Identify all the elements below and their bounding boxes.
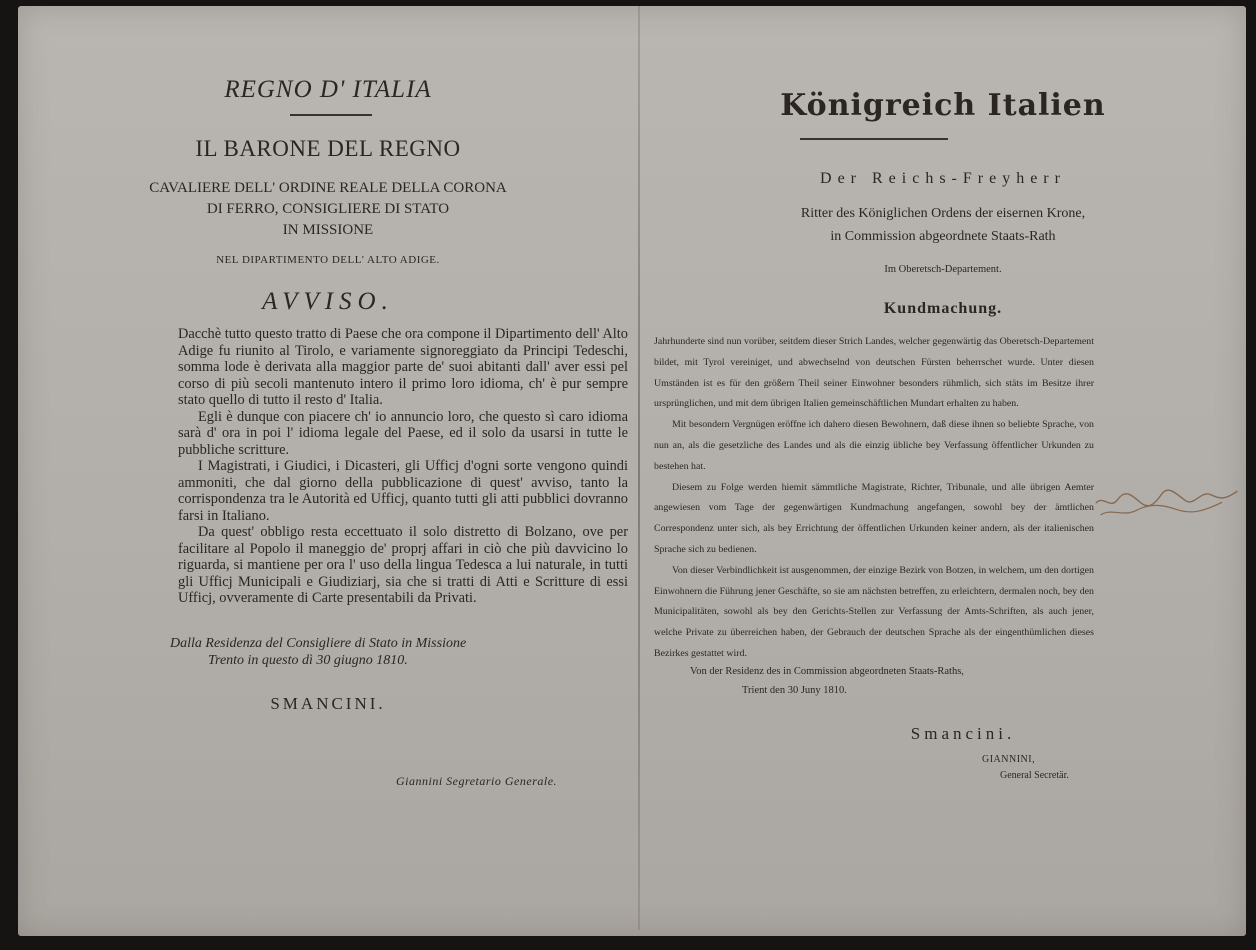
- italian-department: NEL DIPARTIMENTO DELL' ALTO ADIGE.: [216, 254, 440, 266]
- german-body: [654, 332, 1094, 665]
- italian-place: Dalla Residenza del Consigliere di Stato in Missione: [170, 636, 467, 651]
- italian-heading-rule: [290, 114, 372, 116]
- italian-paragraph: Dacchè tutto questo tratto di Paese che ora compone il Dipartimento dell' Alto Adige fu riunito al Tirolo, e variamente signoreggiato da Principi Tedeschi, somma lode è derivata alla maggior parte de' suoi abitanti dall' aver essi pel corso di più secoli mantenuto intero il primo loro idioma, ch' è pur sempre stato quello di tutto il resto d' Italia.: [178, 326, 628, 408]
- german-paragraph: Jahrhunderte sind nun vorüber, seitdem dieser Strich Landes, welcher gegenwärtig das Oberetsch-Departement bildet, mit Tyrol vereiniget, und abwechselnd von deutschen Fürsten beherrschet wurde. Unter diesen Umständen ist es für den größern Theil seiner Einwohner besonders rühmlich, sich stäts im Besitze ihrer ursprünglichen, und mit dem übrigen Italien gemeinschäftlichen Mundart erhalten zu haben.: [654, 336, 1094, 410]
- german-notice-heading: Kundmachung.: [883, 300, 1003, 317]
- german-signature: Smancini.: [910, 724, 1016, 743]
- italian-body: [178, 326, 628, 607]
- italian-subtitle-line: DI FERRO, CONSIGLIERE DI STATO: [206, 201, 450, 217]
- german-subtitle-line: in Commission abgeordnete Staats-Rath: [830, 229, 1056, 244]
- italian-panel: [18, 6, 638, 926]
- italian-paragraph: I Magistrati, i Giudici, i Dicasteri, gli Ufficj d'ogni sorte vengono quindi ammoniti, che dal giorno della pubblicazione di quest' avviso, tanto la corrispondenza tra le Autorità ed Ufficj, quanto tutti gli atti pubblici dovranno farsi in Italiano.: [178, 458, 628, 524]
- german-subtitle: [640, 202, 1246, 248]
- german-kingdom-heading: Königreich Italien: [780, 88, 1106, 123]
- italian-secretary: Giannini Segretario Generale.: [396, 774, 558, 788]
- german-secretary-title: General Secretär.: [1000, 770, 1069, 781]
- italian-title: IL BARONE DEL REGNO: [195, 136, 461, 161]
- german-paragraph: Von dieser Verbindlichkeit ist ausgenommen, der einzige Bezirk von Botzen, in welchem, um den dortigen Einwohnern die Führung jener Geschäfte, so sie am nächsten betreffen, zu erleichtern, dermalen noch, bey den Municipalitäten, sowohl als bey den Gerichts-Stellen zur Verfassung der Amts-Schriften, als auch jener, welche Private zu überreichen haben, der Gebrauch der deutschen Sprache als der eingenthümlichen dieses Bezirkes gestattet wird.: [654, 564, 1094, 659]
- italian-subtitle-line: IN MISSIONE: [282, 222, 374, 238]
- italian-signature: SMANCINI.: [270, 694, 386, 713]
- italian-paragraph: Egli è dunque con piacere ch' io annuncio loro, che questo sì caro idioma sarà d' ora in poi l' idioma legale del Paese, ed il solo da usarsi in tutte le pubbliche scritture.: [178, 408, 628, 458]
- italian-subtitle-line: CAVALIERE DELL' ORDINE REALE DELLA CORONA: [149, 180, 507, 196]
- german-place: Von der Residenz des in Commission abgeordneten Staats-Raths,: [690, 666, 964, 677]
- german-department: Im Oberetsch-Departement.: [884, 264, 1002, 275]
- german-secretary-name: GIANNINI,: [982, 754, 1036, 765]
- german-date: Trient den 30 Juny 1810.: [742, 685, 847, 696]
- german-paragraph: Mit besondern Vergnügen eröffne ich dahero diesen Bewohnern, daß diese ihnen so beliebte Sprache, von nun an, als die gesetzliche des Landes und als die einzig übliche bey Verfassung öffentlicher Urkunden zu bestehen hat.: [654, 419, 1094, 472]
- italian-kingdom-heading: REGNO D' ITALIA: [224, 76, 432, 103]
- german-heading-rule: [800, 138, 948, 140]
- italian-date: Trento in questo dì 30 giugno 1810.: [208, 653, 408, 668]
- german-subtitle-line: Ritter des Königlichen Ordens der eisernen Krone,: [800, 206, 1086, 221]
- italian-paragraph: Da quest' obbligo resta eccettuato il solo distretto di Bolzano, ove per facilitare al Popolo il maneggio de' proprj affari in ciò che più davvicino lo riguarda, si mantiene per ora l' uso della lingua Tedesca a lui naturale, in tutti gli Ufficj Municipali e Giudiziarj, sia che si tratti di Atti e Scritture di essi Ufficj, ovveramente di Carte presentabili da Privati.: [178, 524, 628, 606]
- italian-subtitle: [18, 178, 638, 241]
- italian-notice-heading: AVVISO.: [262, 288, 394, 315]
- german-paragraph: Diesem zu Folge werden hiemit sämmtliche Magistrate, Richter, Tribunale, und alle übrigen Aemter angewiesen vom Tage der gegenwärtigen Kundmachung angefangen, sowohl bey der ämtlichen Correspondenz unter sich, als bey Errichtung der öffentlichen Urkunden keiner andern, als der italienischen Sprache sich zu bedienen.: [654, 481, 1094, 555]
- german-panel: [640, 6, 1246, 926]
- german-title: Der Reichs-Freyherr: [820, 170, 1066, 187]
